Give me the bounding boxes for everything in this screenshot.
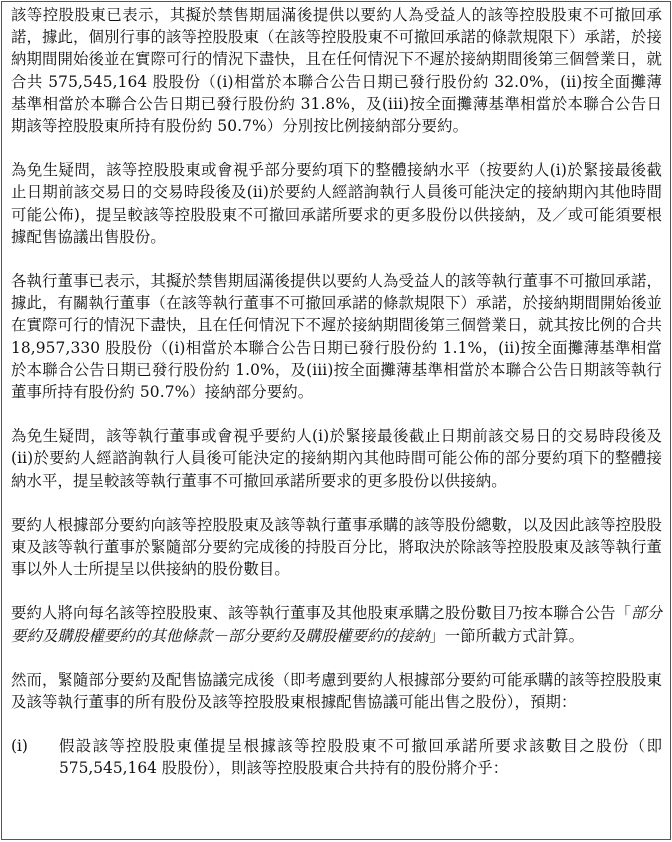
paragraph-controlling-shareholders-undertaking: 該等控股股東已表示，其擬於禁售期屆滿後提供以要約人為受益人的該等控股股東不可撤回承諾，據此，個別行事的該等控股股東（在該等控股股東不可撤回承諾的條款規限下）承諾，於接納期間開始後並在實際可行的情況下盡快，且在任何情況下不遲於接納期間後第三個營業日，就合共 575,545,164 股股份（(i)相當於本聯合公告日期已發行股份約 32.0%，(ii)按全面攤薄基準相當於本聯合公告日期已發行股份約 31.8%，及(iii)按全面攤薄基準相當於本聯合公告日期該等控股股東所持有股份約 50.7%）分別按比例接納部分要約。	[11, 6, 662, 136]
calc-text-pre: 要約人將向每名該等控股股東、該等執行董事及其他股東承購之股份數目乃按本聯合公告「	[11, 604, 631, 623]
list-item-number: (i)	[11, 737, 28, 756]
calc-text-post: 」一節所載方式計算。	[429, 626, 585, 645]
paragraph-executive-directors-clarification: 為免生疑問，該等執行董事或會視乎要約人(i)於緊接最後截止日期前該交易日的交易時段後及(ii)於要約人經諮詢執行人員後可能決定的接納期內其他時間可能公佈的部分要約項下的整體接納水平，提呈較該等執行董事不可撤回承諾所要求的更多股份以供接納。	[11, 427, 662, 490]
paragraph-controlling-shareholders-clarification: 為免生疑問，該等控股股東或會視乎部分要約項下的整體接納水平（按要約人(i)於緊接最後截止日期前該交易日的交易時段後及(ii)於要約人經諮詢執行人員後可能決定的接納期內其他時間可能公佈)，提呈較該等控股股東不可撤回承諾所要求的更多股份以供接納，及／或可能須要根據配售協議出售股份。	[11, 161, 662, 246]
paragraph-executive-directors-undertaking: 各執行董事已表示，其擬於禁售期屆滿後提供以要約人為受益人的該等執行董事不可撤回承諾，據此，有關執行董事（在該等執行董事不可撤回承諾的條款規限下）承諾，於接納期間開始後並在實際可行的情況下盡快，且在任何情況下不遲於接納期間後第三個營業日，就其按比例的合共 18,957,330 股股份（(i)相當於本聯合公告日期已發行股份約 1.1%，(ii)按全面攤薄基準相當於本聯合公告日期已發行股份約 1.0%，及(iii)按全面攤薄基準相當於本聯合公告日期該等執行董事所持有股份約 50.7%）接納部分要約。	[11, 272, 662, 402]
document-page	[1, 1, 671, 840]
paragraph-calculation-method	[11, 602, 662, 646]
paragraph-expectation: 然而，緊隨部分要約及配售協議完成後（即考慮到要約人根據部分要約可能承購的該等控股股東及該等執行董事的所有股份及該等控股股東根據配售協議可能出售之股份），預期：	[11, 670, 662, 712]
list-item-text: 假設該等控股股東僅提呈根據該等控股股東不可撤回承諾所要求該數目之股份（即 575,545,164 股股份），則該等控股股東合共持有的股份將介乎：	[59, 737, 662, 778]
paragraph-total-shares: 要約人根據部分要約向該等控股股東及該等執行董事承購的該等股份總數，以及因此該等控股股東及該等執行董事於緊隨部分要約完成後的持股百分比，將取決於除該等控股股東及該等執行董事以外人士所提呈以供接納的股份數目。	[11, 515, 662, 579]
section-reference: 部分要約及購股權要約的其他條款－部分要約及購股權要約的接納	[11, 604, 662, 645]
list-item-i	[11, 735, 662, 779]
